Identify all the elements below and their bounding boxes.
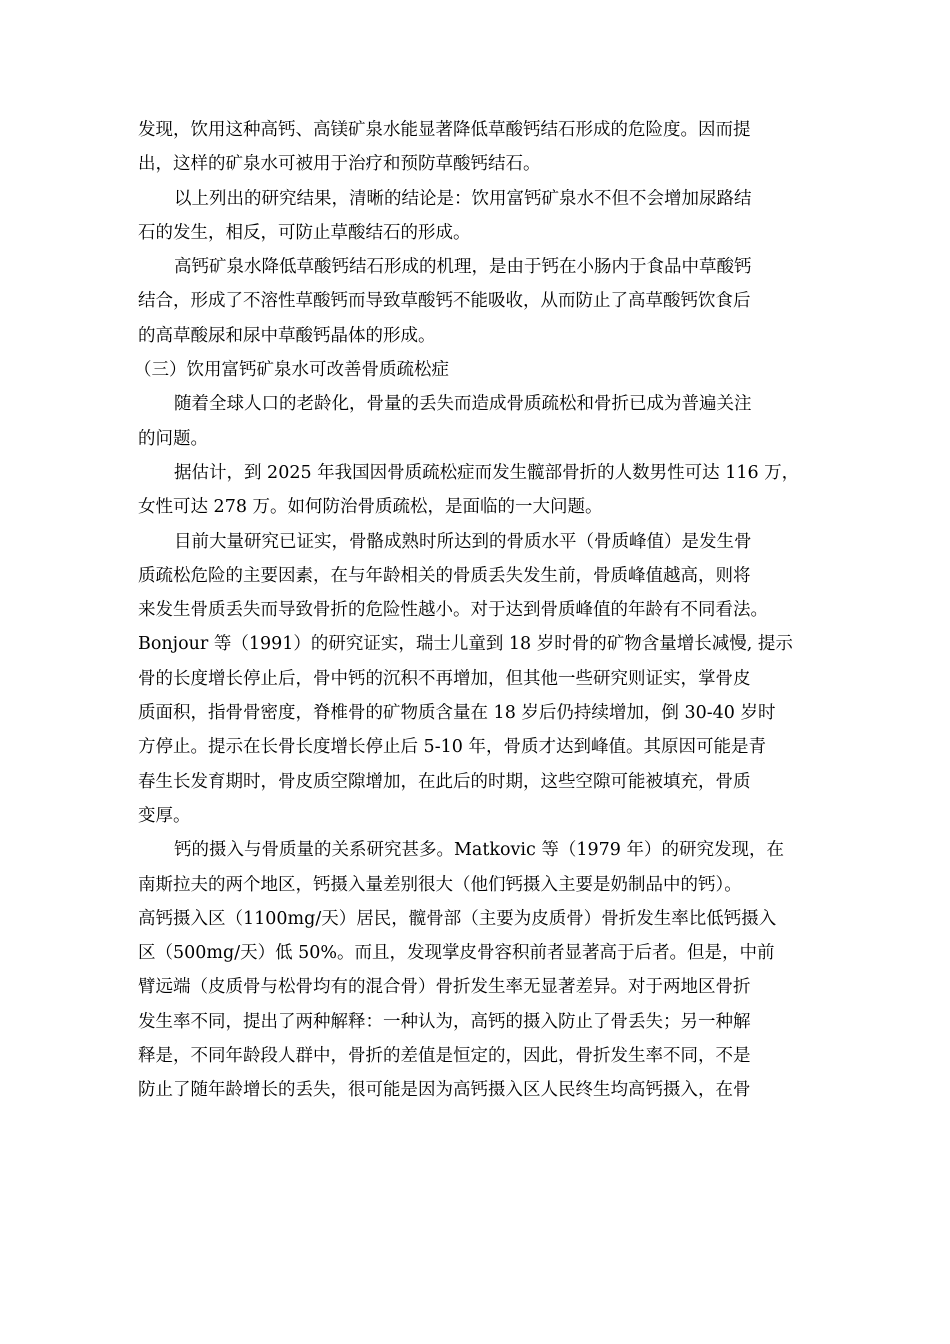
text-line: 发现，饮用这种高钙、高镁矿泉水能显著降低草酸钙结石形成的危险度。因而提 (138, 120, 751, 140)
text-line: 质面积，指骨骨密度，脊椎骨的矿物质含量在 18 岁后仍持续增加，倒 30-40 岁时 (138, 703, 776, 724)
text-line: 来发生骨质丢失而导致骨折的危险性越小。对于达到骨质峰值的年龄有不同看法。 (138, 600, 768, 621)
text-line: 防止了随年龄增长的丢失，很可能是因为高钙摄入区人民终生均高钙摄入，在骨 (138, 1080, 751, 1101)
text-line: 目前大量研究已证实，骨骼成熟时所达到的骨质水平（骨质峰值）是发生骨 (174, 531, 752, 552)
text-line: 高钙摄入区（1100mg/天）居民，髋骨部（主要为皮质骨）骨折发生率比低钙摄入 (138, 908, 777, 929)
paragraph-conclusion (138, 182, 821, 251)
text-line: 出，这样的矿泉水可被用于治疗和预防草酸钙结石。 (138, 154, 541, 175)
paragraph-aging (138, 387, 821, 456)
text-line: 方停止。提示在长骨长度增长停止后 5-10 年，骨质才达到峰值。其原因可能是青 (138, 737, 766, 758)
section-heading-text: （三）饮用富钙矿泉水可改善骨质疏松症 (134, 360, 449, 381)
paragraph-continued-study (138, 113, 821, 182)
text-line: 春生长发育期时，骨皮质空隙增加，在此后的时期，这些空隙可能被填充，骨质 (138, 771, 751, 792)
paragraph-mechanism (138, 250, 821, 353)
text-line: 发生率不同，提出了两种解释：一种认为，高钙的摄入防止了骨丢失；另一种解 (138, 1011, 751, 1032)
text-line: 高钙矿泉水降低草酸钙结石形成的机理，是由于钙在小肠内于食品中草酸钙 (174, 257, 752, 278)
text-line: 随着全球人口的老龄化，骨量的丢失而造成骨质疏松和骨折已成为普遍关注 (174, 394, 752, 415)
text-line: 据估计，到 2025 年我国因骨质疏松症而发生髋部骨折的人数男性可达 116 万， (174, 462, 800, 483)
text-line: 结合，形成了不溶性草酸钙而导致草酸钙不能吸收，从而防止了高草酸钙饮食后 (138, 291, 751, 312)
text-line: 臂远端（皮质骨与松骨均有的混合骨）骨折发生率无显著差异。对于两地区骨折 (138, 977, 751, 998)
text-line: 钙的摄入与骨质量的关系研究甚多。Matkovic 等（1979 年）的研究发现，在 (174, 840, 784, 861)
paragraph-peak-bone (138, 525, 821, 834)
text-line: 释是，不同年龄段人群中，骨折的差值是恒定的，因此，骨折发生率不同，不是 (138, 1046, 751, 1067)
document-page (134, 113, 821, 1108)
text-line: 的高草酸尿和尿中草酸钙晶体的形成。 (138, 325, 436, 346)
paragraph-estimate (138, 456, 821, 525)
text-line: 的问题。 (138, 428, 208, 449)
paragraph-calcium-intake (138, 833, 821, 1107)
section-heading (134, 353, 821, 387)
text-line: 区（500mg/天）低 50%。而且，发现掌皮骨容积前者显著高于后者。但是，中前 (138, 943, 775, 964)
text-line: 变厚。 (138, 805, 191, 826)
text-line: 质疏松危险的主要因素，在与年龄相关的骨质丢失发生前，骨质峰值越高，则将 (138, 565, 751, 586)
text-line: 女性可达 278 万。如何防治骨质疏松，是面临的一大问题。 (138, 497, 603, 518)
text-line: Bonjour 等（1991）的研究证实，瑞士儿童到 18 岁时骨的矿物含量增长减慢, 提示 (138, 634, 793, 655)
text-line: 南斯拉夫的两个地区，钙摄入量差别很大（他们钙摄入主要是奶制品中的钙）。 (138, 874, 742, 895)
text-line: 骨的长度增长停止后，骨中钙的沉积不再增加，但其他一些研究则证实，掌骨皮 (138, 668, 751, 689)
text-line: 石的发生，相反，可防止草酸结石的形成。 (138, 222, 471, 243)
text-line: 以上列出的研究结果，清晰的结论是：饮用富钙矿泉水不但不会增加尿路结 (174, 188, 752, 209)
